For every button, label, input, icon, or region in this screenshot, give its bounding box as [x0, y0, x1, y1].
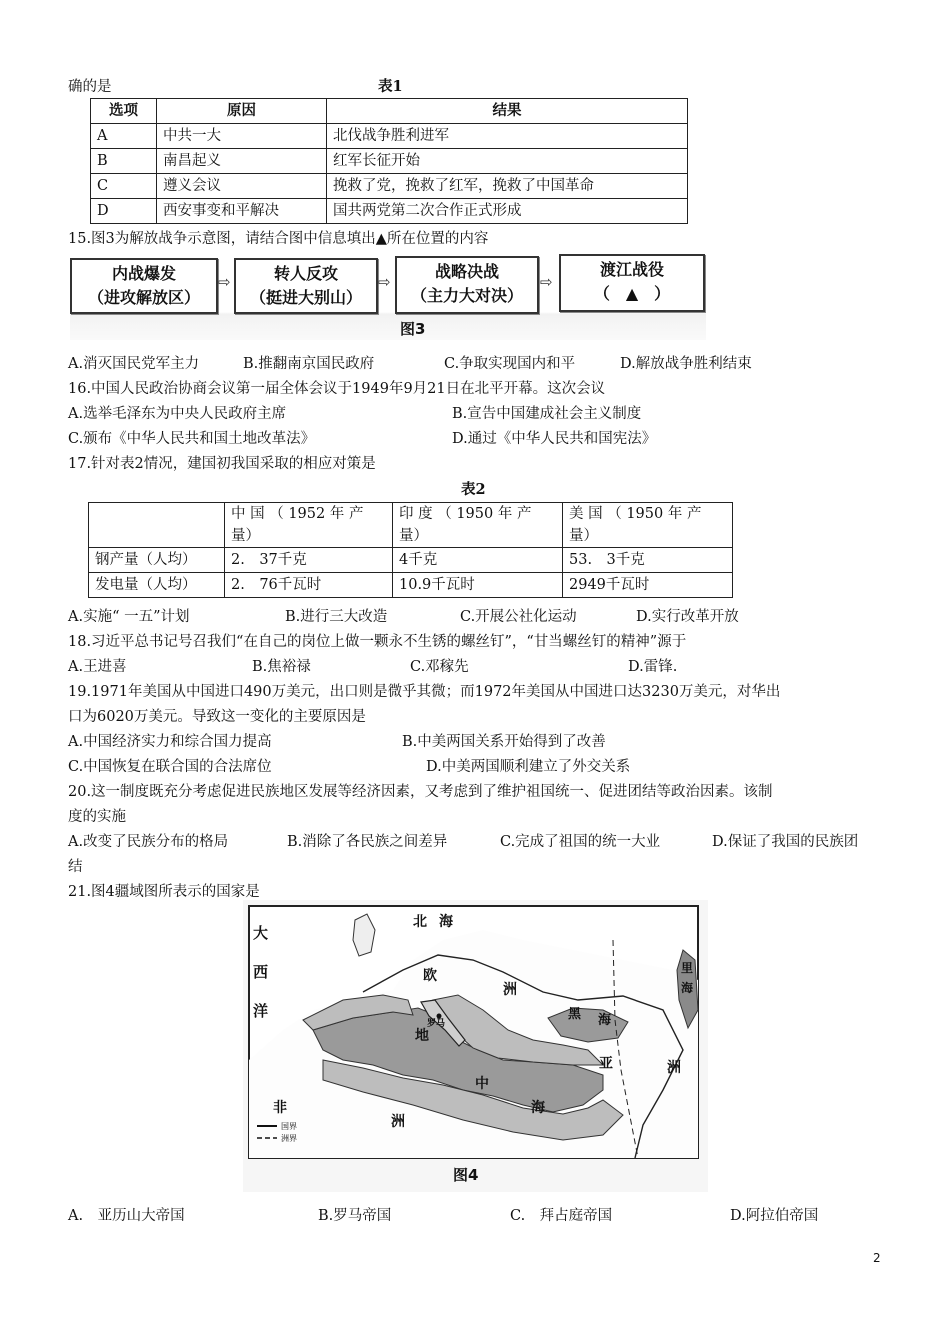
table-cell: 2. 37千克 — [225, 548, 393, 573]
map-label: 洲 — [391, 1114, 405, 1130]
option-a: A.实施“ 一五”计划 — [68, 609, 190, 625]
row-label: 钢产量（人均） — [89, 548, 225, 573]
map-label: 黑 — [568, 1007, 582, 1022]
table-cell: A — [91, 124, 157, 149]
map-label: 欧 — [423, 968, 437, 984]
flow-box-line: 内战爆发 — [111, 264, 176, 283]
table-row — [91, 199, 688, 224]
table-row — [91, 174, 688, 199]
table-cell: 西安事变和平解决 — [157, 199, 327, 224]
table2 — [88, 502, 733, 598]
option-c: C.邓稼先 — [410, 659, 469, 675]
option-a: A.消灭国民党军主力 — [68, 356, 200, 372]
table-cell: 红军长征开始 — [327, 149, 688, 174]
table-row — [91, 124, 688, 149]
table1-header: 结果 — [327, 99, 688, 124]
map-label: 北 — [413, 914, 427, 930]
flow-box-4 — [559, 254, 705, 312]
q19-stem: 19.1971年美国从中国进口490万美元，出口则是微乎其微；而1972年美国从中国进口达3230万美元，对华出 — [68, 684, 781, 700]
q19-stem-cont: 口为6020万美元。导致这一变化的主要原因是 — [68, 709, 366, 725]
table-cell: 挽救了党，挽救了红军，挽救了中国革命 — [327, 174, 688, 199]
header-line: 量） — [569, 528, 598, 544]
table-cell: 2. 76千瓦时 — [225, 573, 393, 598]
table-cell — [89, 503, 225, 548]
legend-label: 洲界 — [281, 1134, 297, 1143]
option-c: C.开展公社化运动 — [460, 609, 577, 625]
header-line: 量） — [399, 528, 428, 544]
option-a: A.中国经济实力和综合国力提高 — [68, 734, 272, 750]
map-label: 洲 — [503, 982, 517, 998]
q21-stem: 21.图4疆域图所表示的国家是 — [68, 884, 260, 900]
map-label: 海 — [598, 1013, 612, 1028]
map-label: 海 — [681, 981, 694, 995]
flow-box-1 — [70, 258, 218, 314]
header-line: 印 度 （ 1950 年 产 — [399, 506, 532, 522]
table-cell: 国共两党第二次合作正式形成 — [327, 199, 688, 224]
flow-box-line: （主力大对决） — [410, 286, 523, 305]
map-graphic — [243, 900, 708, 1192]
map-label: 海 — [439, 914, 453, 930]
flow-box-line: （ ▲ ） — [593, 284, 671, 303]
city-marker — [437, 1014, 442, 1019]
option-b: B.进行三大改造 — [285, 609, 388, 625]
flow-box-3 — [395, 256, 539, 314]
option-d: D.通过《中华人民共和国宪法》 — [452, 431, 657, 447]
option-c: C.争取实现国内和平 — [444, 356, 576, 372]
option-c: C.完成了祖国的统一大业 — [500, 834, 661, 850]
table1-header: 原因 — [157, 99, 327, 124]
option-d: D.实行改革开放 — [636, 609, 739, 625]
map-label: 亚 — [599, 1056, 613, 1072]
option-b: B.推翻南京国民政府 — [243, 356, 375, 372]
arrow-right-icon: ⇨ — [218, 273, 231, 291]
table-cell: 北伐战争胜利进军 — [327, 124, 688, 149]
table2-header-row — [89, 503, 733, 548]
legend-label: 国界 — [281, 1122, 297, 1131]
option-d: D.雷锋. — [628, 659, 678, 675]
table1-title: 表1 — [378, 78, 403, 95]
table2-title: 表2 — [461, 481, 486, 498]
intro-text: 确的是 — [68, 79, 112, 95]
option-d: D.中美两国顺利建立了外交关系 — [426, 759, 631, 775]
table-cell: 南昌起义 — [157, 149, 327, 174]
table-cell: 2949千瓦时 — [563, 573, 733, 598]
q20-stem-cont: 度的实施 — [68, 809, 126, 825]
row-label: 发电量（人均） — [89, 573, 225, 598]
figure3-label: 图3 — [400, 320, 426, 338]
option-b: B.焦裕禄 — [252, 659, 311, 675]
figure4-label: 图4 — [453, 1166, 479, 1184]
arrow-right-icon: ⇨ — [378, 273, 391, 291]
table-cell: 4千克 — [393, 548, 563, 573]
table-cell: D — [91, 199, 157, 224]
q18-stem: 18.习近平总书记号召我们“在自己的岗位上做一颗永不生锈的螺丝钉”，“甘当螺丝钉的精神”源于 — [68, 634, 687, 650]
table-cell: 10.9千瓦时 — [393, 573, 563, 598]
map-label: 海 — [531, 1100, 545, 1116]
table1-header-row — [91, 99, 688, 124]
flow-box-2 — [234, 258, 378, 314]
map-label: 洋 — [253, 1002, 269, 1020]
option-d: D.阿拉伯帝国 — [730, 1208, 819, 1224]
table2-col-header — [225, 503, 393, 548]
flow-box-line: 转人反攻 — [273, 264, 338, 283]
map-label: 大 — [253, 924, 269, 942]
header-line: 美 国 （ 1950 年 产 — [569, 506, 702, 522]
header-line: 中 国 （ 1952 年 产 — [231, 506, 364, 522]
option-c: C. 拜占庭帝国 — [510, 1208, 613, 1224]
map-label-rome: 罗马 — [427, 1019, 446, 1029]
map-label: 西 — [253, 963, 269, 981]
option-b: B.罗马帝国 — [318, 1208, 392, 1224]
option-a: A.选举毛泽东为中央人民政府主席 — [68, 406, 287, 422]
option-b: B.中美两国关系开始得到了改善 — [402, 734, 606, 750]
table-cell: 中共一大 — [157, 124, 327, 149]
map-label: 地 — [415, 1028, 429, 1044]
option-a: A.王进喜 — [68, 659, 127, 675]
option-c: C.中国恢复在联合国的合法席位 — [68, 759, 272, 775]
map-label: 非 — [273, 1100, 287, 1116]
figure4-map — [243, 900, 708, 1192]
option-c: C.颁布《中华人民共和国土地改革法》 — [68, 431, 316, 447]
option-d: D.解放战争胜利结束 — [620, 356, 752, 372]
map-label: 里 — [681, 961, 694, 975]
table-row — [89, 573, 733, 598]
table-row — [91, 149, 688, 174]
flow-box-line: 渡江战役 — [599, 260, 664, 279]
table1 — [90, 98, 688, 224]
table1-header: 选项 — [91, 99, 157, 124]
q16-stem: 16.中国人民政治协商会议第一届全体会议于1949年9月21日在北平开幕。这次会议 — [68, 381, 606, 397]
flow-box-line: （进攻解放区） — [87, 288, 200, 307]
page-number: 2 — [873, 1251, 881, 1265]
q15-stem: 15.图3为解放战争示意图，请结合图中信息填出▲所在位置的内容 — [68, 231, 489, 247]
table-cell: 遵义会议 — [157, 174, 327, 199]
option-a: A.改变了民族分布的格局 — [68, 834, 229, 850]
table-cell: B — [91, 149, 157, 174]
q20-stem: 20.这一制度既充分考虑促进民族地区发展等经济因素，又考虑到了维护祖国统一、促进团结等政治因素。该制 — [68, 784, 773, 800]
option-b: B.消除了各民族之间差异 — [287, 834, 448, 850]
q17-stem: 17.针对表2情况，建国初我国采取的相应对策是 — [68, 456, 376, 472]
map-label: 洲 — [667, 1060, 681, 1076]
flow-box-line: （挺进大别山） — [249, 288, 362, 307]
table-cell: C — [91, 174, 157, 199]
table2-col-header — [393, 503, 563, 548]
header-line: 量） — [231, 528, 260, 544]
option-d: D.保证了我国的民族团 — [712, 834, 859, 850]
figure3-flowchart — [70, 254, 706, 340]
table2-col-header — [563, 503, 733, 548]
table-row — [89, 548, 733, 573]
map-label: 中 — [475, 1076, 489, 1092]
option-d-wrap: 结 — [68, 859, 83, 875]
flow-box-line: 战略决战 — [434, 262, 499, 281]
option-a: A. 亚历山大帝国 — [68, 1208, 185, 1224]
table-cell: 53. 3千克 — [563, 548, 733, 573]
arrow-right-icon: ⇨ — [540, 273, 553, 291]
option-b: B.宣告中国建成社会主义制度 — [452, 406, 642, 422]
